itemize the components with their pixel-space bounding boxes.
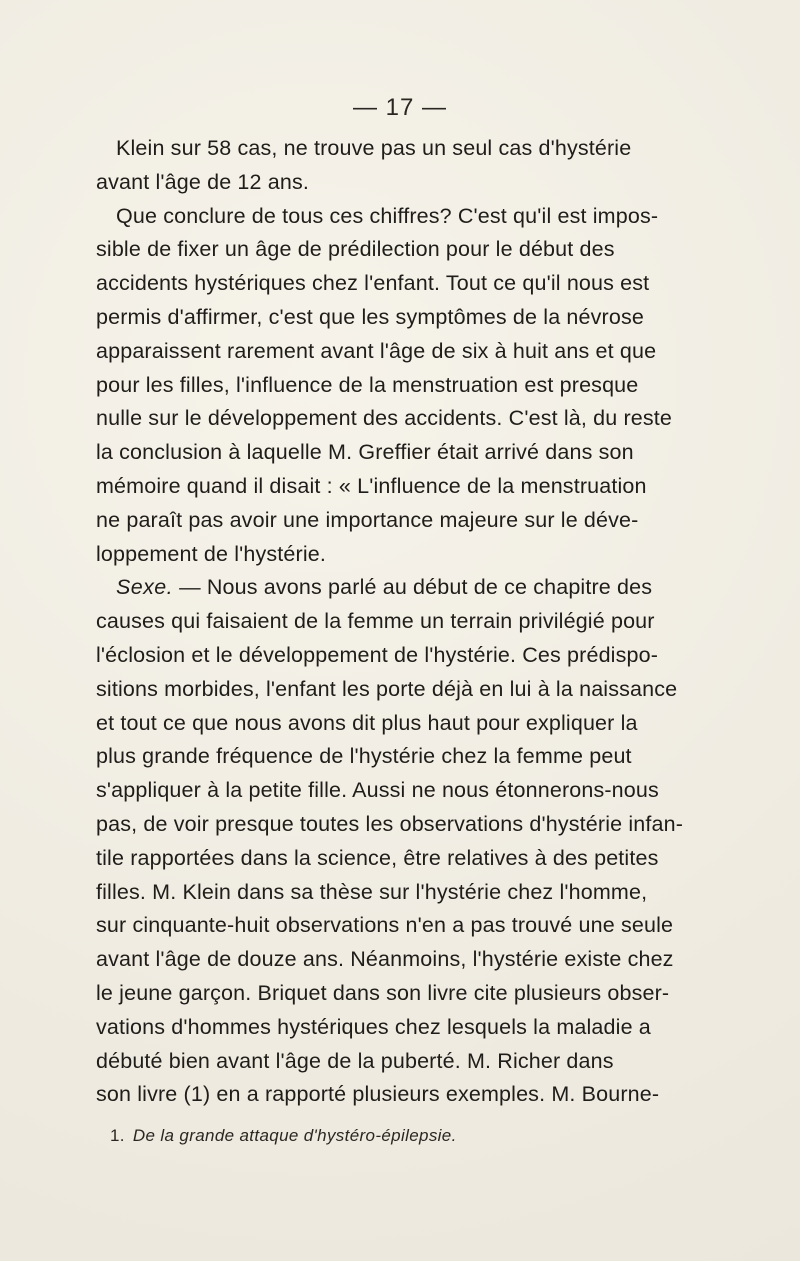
line-1: Klein sur 58 cas, ne trouve pas un seul cas d'hystérie [116, 136, 632, 160]
line-18: et tout ce que nous avons dit plus haut pour expliquer la [96, 710, 638, 735]
line-9: nulle sur le développement des accidents. C'est là, du reste [96, 406, 673, 431]
text-line [96, 571, 681, 605]
line-11: mémoire quand il disait : « L'influence de la menstruation [96, 473, 647, 498]
text-line [96, 1011, 681, 1045]
line-7: apparaissent rarement avant l'âge de six à huit ans et que [96, 338, 657, 363]
line-8: pour les filles, l'influence de la menstruation est presque [96, 372, 639, 397]
text-line [96, 909, 681, 943]
text-line [96, 504, 681, 538]
line-25: avant l'âge de douze ans. Néanmoins, l'hystérie existe chez [96, 947, 674, 972]
body-text [96, 132, 684, 1112]
line-16: l'éclosion et le développement de l'hystérie. Ces prédispo- [96, 642, 659, 667]
line-4: sible de fixer un âge de prédilection pour le début des [96, 237, 615, 262]
text-line [96, 233, 681, 267]
line-23: filles. M. Klein dans sa thèse sur l'hystérie chez l'homme, [96, 879, 648, 904]
text-line [96, 200, 681, 234]
line-22: tile rapportées dans la science, être relatives à des petites [96, 845, 659, 870]
line-20: s'appliquer à la petite fille. Aussi ne nous étonnerons-nous [96, 778, 659, 803]
line-2: avant l'âge de 12 ans. [96, 169, 310, 194]
footnote [110, 1126, 670, 1146]
line-27: vations d'hommes hystériques chez lesquels la maladie a [96, 1014, 651, 1039]
line-21: pas, de voir presque toutes les observations d'hystérie infan- [96, 811, 684, 836]
line-14-rest: — Nous avons parlé au début de ce chapitre des [172, 575, 653, 600]
text-line [96, 842, 681, 876]
line-6: permis d'affirmer, c'est que les symptômes de la névrose [96, 304, 644, 329]
text-line [96, 402, 681, 436]
text-line [96, 470, 681, 504]
line-19: plus grande fréquence de l'hystérie chez la femme peut [96, 744, 632, 769]
page-number: — 17 — [352, 94, 448, 121]
text-line [96, 166, 681, 200]
line-24: sur cinquante-huit observations n'en a pas trouvé une seule [96, 913, 674, 938]
text-line [96, 943, 681, 977]
line-10: la conclusion à laquelle M. Greffier était arrivé dans son [96, 440, 634, 465]
text-line [96, 1078, 681, 1112]
line-3: Que conclure de tous ces chiffres? C'est qu'il est impos- [116, 203, 659, 228]
footnote-number: 1. [110, 1126, 125, 1145]
line-28: débuté bien avant l'âge de la puberté. M. Richer dans [96, 1048, 614, 1073]
text-line [96, 876, 681, 910]
line-13: loppement de l'hystérie. [96, 541, 327, 566]
section-term-sexe: Sexe. [116, 575, 173, 600]
text-line [96, 707, 681, 741]
text-line [96, 673, 681, 707]
line-29: son livre (1) en a rapporté plusieurs exemples. M. Bourne- [96, 1082, 660, 1107]
line-14 [116, 571, 652, 605]
text-line [96, 267, 681, 301]
text-line [96, 605, 681, 639]
text-line [96, 808, 684, 842]
line-17: sitions morbides, l'enfant les porte déjà en lui à la naissance [96, 676, 678, 701]
text-line [96, 436, 681, 470]
text-line [96, 1045, 681, 1079]
text-line [96, 301, 681, 335]
text-line [96, 639, 681, 673]
text-line [96, 740, 681, 774]
text-line [96, 335, 681, 369]
line-5: accidents hystériques chez l'enfant. Tout ce qu'il nous est [96, 271, 650, 296]
text-line [96, 132, 681, 166]
line-26: le jeune garçon. Briquet dans son livre cite plusieurs obser- [96, 980, 670, 1005]
text-line [96, 774, 681, 808]
text-line [96, 977, 681, 1011]
text-line [96, 369, 681, 403]
line-15: causes qui faisaient de la femme un terrain privilégié pour [96, 609, 655, 634]
footnote-text: De la grande attaque d'hystéro-épilepsie. [132, 1126, 457, 1145]
text-line [96, 538, 681, 572]
line-12: ne paraît pas avoir une importance majeure sur le déve- [96, 507, 639, 532]
